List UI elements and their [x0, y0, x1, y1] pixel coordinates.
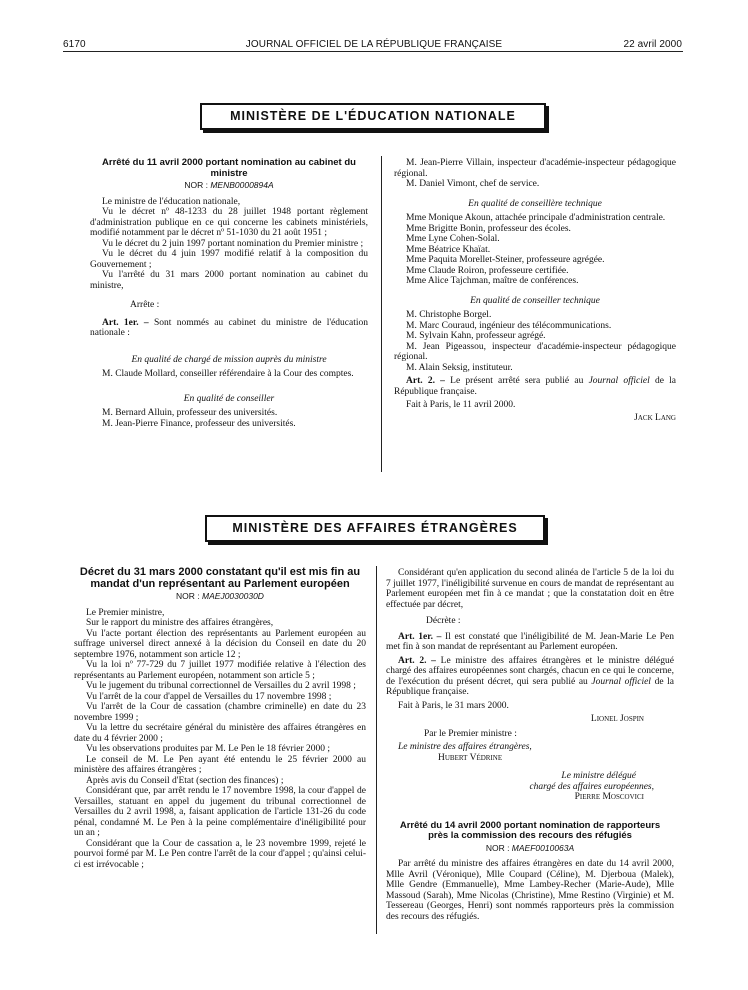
- section1-right-column: [394, 158, 676, 423]
- arrete2-paragraph: Par arrêté du ministre des affaires étrangères en date du 14 avril 2000, Mlle Avril (Véronique), Mlle Coupard (Céline), M. Djerboua (Malek), Mlle Gendre (Emmanuelle), Mme Lambey-Recher (Marie-Aude), Mlle Massoud (Sarah), Mme Nicolas (Christine), Mme Restino (Virginie) et M. Tessereau (Georges, Henri) sont nommés rapporteurs près la commission des recours des réfugiés.: [386, 859, 674, 922]
- preamble-paragraph: Vu les observations produites par M. Le Pen le 18 février 2000 ;: [86, 744, 330, 754]
- signature-jack-lang: Jack Lang: [634, 412, 676, 423]
- preamble-paragraph: Considérant que la Cour de cassation a, le 23 novembre 1999, rejeté le pourvoi formé par M. Le Pen contre l'arrêt de la cour d'appel ; qu'ainsi celui-ci est irrévocable ;: [74, 838, 366, 870]
- member-line: Mme Béatrice Khaïat.: [406, 244, 491, 255]
- decret-title: Décret du 31 mars 2000 constatant qu'il est mis fin au mandat d'un représentant au Parlement européen: [79, 566, 361, 590]
- preamble-paragraph: Considérant que, par arrêt rendu le 17 novembre 1998, la cour d'appel de Versailles, statuant en appel du jugement du tribunal correctionnel de Versailles du 2 avril 1998, a, faisant application de l'article 131-26 du code pénal, condamné M. Le Pen à la peine complémentaire d'inéligibilité pour un an ;: [74, 786, 366, 838]
- decrete-word: Décrète :: [426, 616, 461, 626]
- delegue-title: chargé des affaires européennes,: [529, 781, 654, 792]
- nor-reference: NOR : MENB0000894A: [184, 180, 274, 190]
- preamble-paragraph: Vu le jugement du tribunal correctionnel de Versailles du 2 avril 1998 ;: [86, 681, 356, 691]
- issue-date: 22 avril 2000: [623, 39, 682, 50]
- column-divider: [376, 566, 377, 934]
- header-rule: [63, 51, 683, 52]
- preamble-paragraph: Vu l'arrêté du 31 mars 2000 portant nomination au cabinet du ministre,: [90, 270, 368, 291]
- arrete-word: Arrête :: [130, 300, 160, 310]
- ministry-heading-education: MINISTÈRE DE L'ÉDUCATION NATIONALE: [200, 103, 546, 130]
- member-line: M. Jean-Pierre Finance, professeur des universités.: [102, 418, 296, 429]
- section1-left-column: [90, 158, 368, 429]
- page-number: 6170: [63, 39, 86, 50]
- preamble-paragraph: Le ministre de l'éducation nationale,: [102, 196, 241, 207]
- signature-hubert-vedrine: Hubert Védrine: [438, 752, 503, 763]
- preamble-paragraph: Vu le décret nº 48-1233 du 28 juillet 1948 portant règlement d'administration publique en ce qui concerne les cabinets ministériels, modifié notamment par le décret nº 51-1030 du 21 août 1951 ;: [90, 207, 368, 238]
- section2-left-column: [74, 566, 366, 870]
- member-line: M. Jean-Pierre Villain, inspecteur d'académie-inspecteur pédagogique régional.: [394, 158, 676, 179]
- member-line: M. Christophe Borgel.: [406, 310, 492, 320]
- preamble-paragraph: Vu la lettre du secrétaire général du ministère des affaires étrangères en date du 4 février 2000 ;: [74, 723, 366, 744]
- section2-right-column: [386, 568, 674, 922]
- minister-title: Le ministre des affaires étrangères,: [398, 742, 532, 752]
- member-line: Mme Paquita Morellet-Steiner, professeure agrégée.: [406, 255, 605, 265]
- heading-conseiller: En qualité de conseiller: [183, 393, 275, 404]
- heading-conseiller-technique: En qualité de conseiller technique: [470, 295, 600, 306]
- par-premier-ministre: Par le Premier ministre :: [424, 728, 517, 739]
- journal-title: JOURNAL OFFICIEL DE LA RÉPUBLIQUE FRANÇAISE: [245, 39, 503, 50]
- member-line: M. Sylvain Kahn, professeur agrégé.: [406, 331, 546, 341]
- delegue-title: Le ministre délégué: [561, 771, 636, 781]
- nor-reference: NOR : MAEJ0030030D: [176, 591, 264, 601]
- ministry-heading-foreign-affairs: MINISTÈRE DES AFFAIRES ÉTRANGÈRES: [205, 515, 545, 542]
- preamble-paragraph: Le Premier ministre,: [86, 607, 165, 618]
- member-line: Mme Alice Tajchman, maître de conférences.: [406, 276, 579, 286]
- nor-reference: NOR : MAEF0010063A: [485, 842, 575, 853]
- member-line: Mme Brigitte Bonin, professeur des écoles.: [406, 223, 571, 234]
- preamble-paragraph: Vu la loi nº 77-729 du 7 juillet 1977 modifiée relative à l'élection des représentants au Parlement européen, notamment son article 5 ;: [74, 660, 366, 681]
- preamble-paragraph: Sur le rapport du ministre des affaires étrangères,: [86, 618, 274, 628]
- preamble-paragraph: Après avis du Conseil d'Etat (section des finances) ;: [86, 775, 284, 786]
- preamble-paragraph: Vu le décret du 4 juin 1997 modifié relatif à la composition du Gouvernement ;: [90, 249, 368, 270]
- preamble-paragraph: Vu l'acte portant élection des représentants au Parlement européen au suffrage universel direct annexé à la décision du Conseil en date du 20 septembre 1976, notamment son article 12 ;: [74, 628, 366, 660]
- member-line: M. Marc Couraud, ingénieur des télécommunications.: [406, 320, 612, 331]
- signature-pierre-moscovici: Pierre Moscovici: [574, 792, 644, 802]
- arrete-title: Arrêté du 11 avril 2000 portant nomination au cabinet du ministre: [102, 157, 356, 179]
- heading-conseillere-technique: En qualité de conseillère technique: [468, 198, 602, 209]
- member-line: M. Jean Pigeassou, inspecteur d'académie-inspecteur pédagogique régional.: [394, 341, 676, 362]
- arrete2-title: Arrêté du 14 avril 2000 portant nomination de rapporteurs près la commission des recours des réfugiés: [399, 819, 661, 841]
- heading-mission: En qualité de chargé de mission auprès du ministre: [131, 354, 327, 365]
- article-1: Art. 1er. – Sont nommés au cabinet du ministre de l'éducation nationale :: [90, 317, 368, 338]
- member-line: Mme Monique Akoun, attachée principale d'administration centrale.: [406, 213, 666, 223]
- preamble-paragraph: Vu l'arrêt de la cour d'appel de Versailles du 17 novembre 1998 ;: [86, 691, 332, 702]
- member-line: Mme Lyne Cohen-Solal.: [406, 234, 500, 244]
- article-1: Art. 1er. – Il est constaté que l'inéligibilité de M. Jean-Marie Le Pen met fin à son mandat de représentant au Parlement européen.: [386, 631, 674, 652]
- fait-line: Fait à Paris, le 11 avril 2000.: [406, 400, 516, 410]
- member-line: Mme Claude Roiron, professeure certifiée.: [406, 265, 569, 276]
- considerant-paragraph: Considérant qu'en application du second alinéa de l'article 5 de la loi du 7 juillet 1977, l'inéligibilité survenue en cours de mandat de représentant au Parlement européen met fin à ce mandat ; que la constatation doit en être effectuée par décret,: [386, 568, 674, 610]
- member-line: M. Alain Seksig, instituteur.: [406, 362, 513, 373]
- fait-line: Fait à Paris, le 31 mars 2000.: [398, 700, 509, 711]
- preamble-paragraph: Le conseil de M. Le Pen ayant été entendu le 25 février 2000 au ministère des affaires étrangères ;: [74, 754, 366, 775]
- column-divider: [381, 156, 382, 472]
- member-line: M. Claude Mollard, conseiller référendaire à la Cour des comptes.: [102, 369, 354, 379]
- preamble-paragraph: Vu le décret du 2 juin 1997 portant nomination du Premier ministre ;: [102, 238, 364, 249]
- member-line: M. Daniel Vimont, chef de service.: [406, 179, 540, 189]
- article-2: Art. 2. – Le ministre des affaires étrangères et le ministre délégué chargé des affaires européennes sont chargés, chacun en ce qui le concerne, de l'exécution du présent décret, qui sera publié au Journal officiel de la République française.: [386, 655, 674, 697]
- article-2: Art. 2. – Le présent arrêté sera publié au Journal officiel de la République française.: [394, 376, 676, 397]
- signature-lionel-jospin: Lionel Jospin: [590, 714, 644, 724]
- member-line: M. Bernard Alluin, professeur des universités.: [102, 408, 278, 418]
- preamble-paragraph: Vu l'arrêt de la Cour de cassation (chambre criminelle) en date du 23 novembre 1999 ;: [74, 702, 366, 723]
